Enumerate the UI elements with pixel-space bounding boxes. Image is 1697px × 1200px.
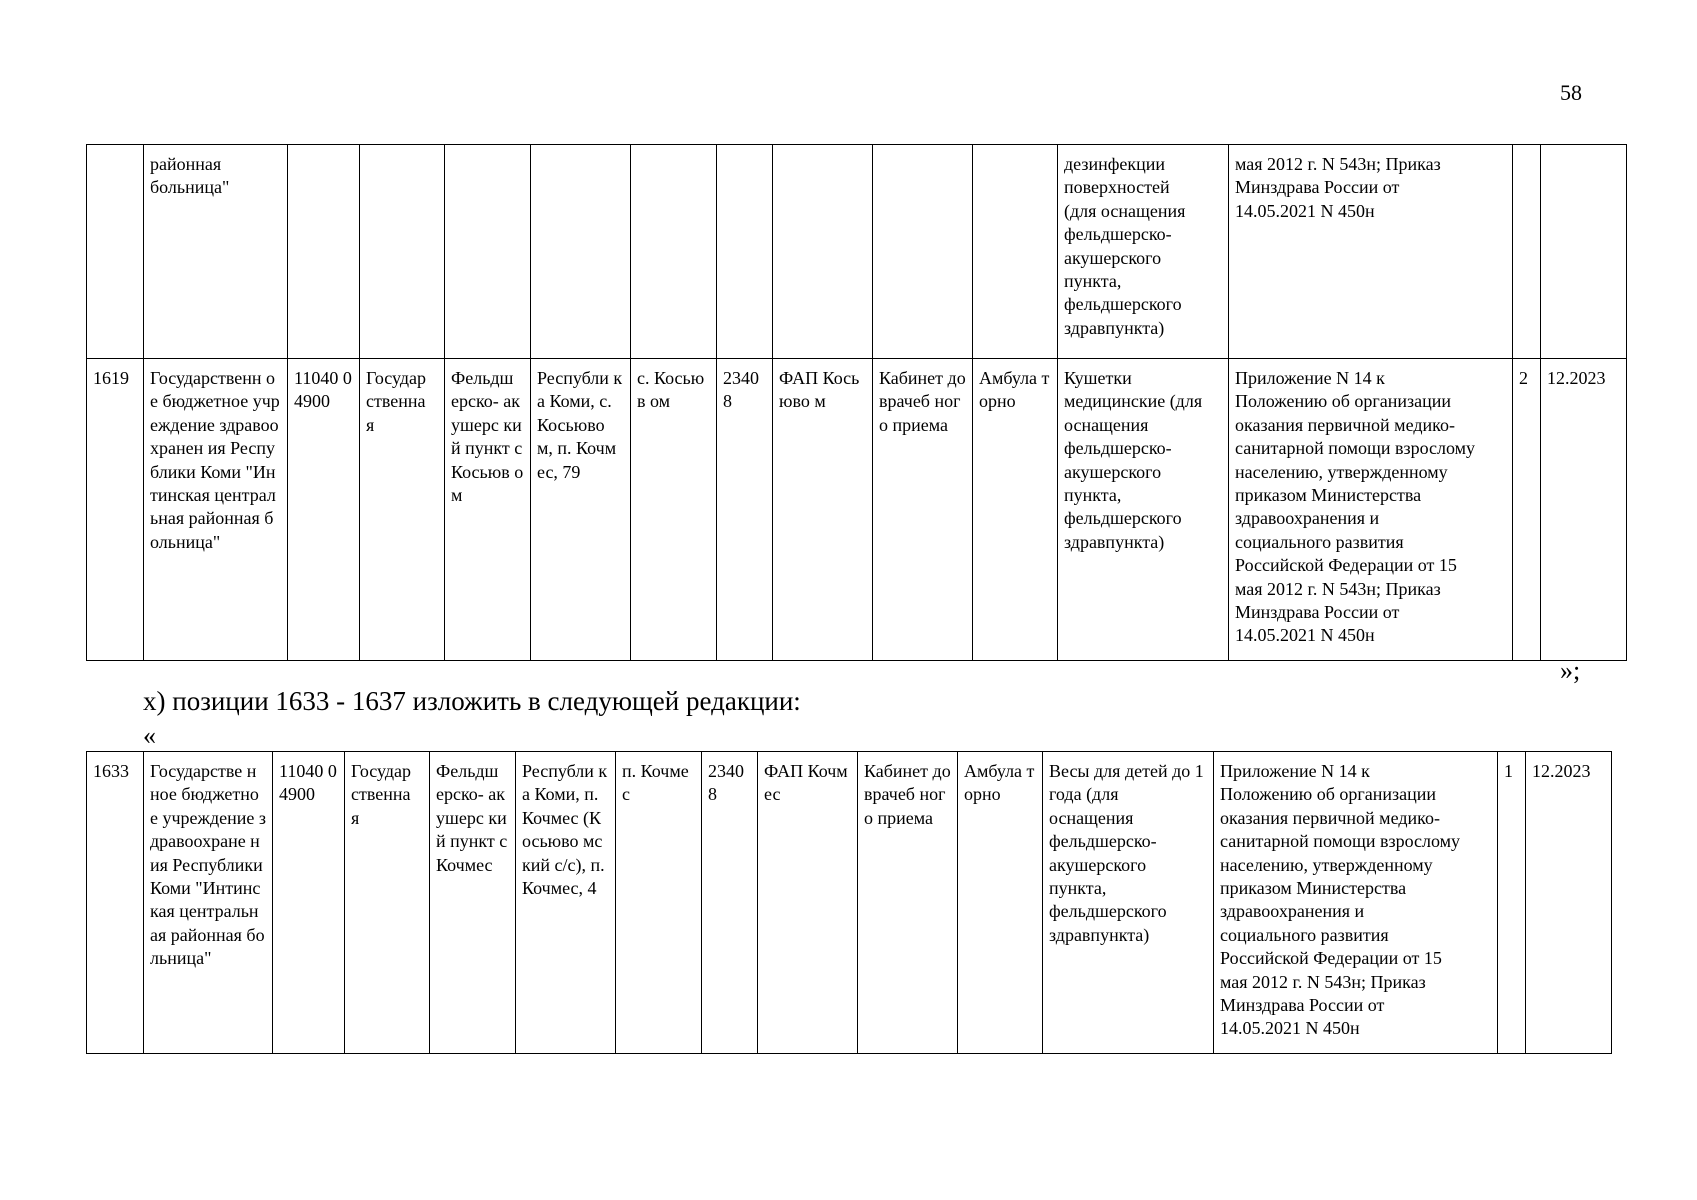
positions-table-continued: [86, 144, 1627, 661]
cell-oktmo: 2340 8: [702, 752, 758, 1054]
cell-ownership: [360, 145, 445, 359]
cell-settlement: п. Кочмес: [616, 752, 702, 1054]
page-number: 58: [1560, 80, 1582, 105]
cell-ownership: Государ ственна я: [345, 752, 430, 1054]
cell-equipment: Кушетки медицинские (для оснащения фельдшерско- акушерского пункта, фельдшерского здравпункта): [1058, 359, 1229, 661]
cell-unit: Фельдш ерско- акушерс кий пункт с Косьюв ом: [445, 359, 531, 661]
cell-fap: ФАП Косьюво м: [773, 359, 873, 661]
cell-date: [1541, 145, 1627, 359]
cell-date: 12.2023: [1526, 752, 1612, 1054]
cell-organization: Государственн ое бюджетное учреждение здравоохранен ия Республики Коми "Интинская центральная районная больница": [144, 359, 288, 661]
table-row: [87, 359, 1627, 661]
cell-basis: Приложение N 14 к Положению об организации оказания первичной медико- санитарной помощи взрослому населению, утвержденному приказом Министерства здравоохранения и социального развития Российской Федерации от 15 мая 2012 г. N 543н; Приказ Минздрава России от 14.05.2021 N 450н: [1229, 359, 1513, 661]
cell-fap: [773, 145, 873, 359]
cell-code: 11040 04900: [273, 752, 345, 1054]
closing-quote: »;: [1560, 656, 1581, 685]
cell-basis: мая 2012 г. N 543н; Приказ Минздрава России от 14.05.2021 N 450н: [1229, 145, 1513, 359]
cell-quantity: [1513, 145, 1541, 359]
cell-settlement: [631, 145, 717, 359]
cell-room: [873, 145, 973, 359]
cell-unit: [445, 145, 531, 359]
cell-organization: Государстве нное бюджетное учреждение здравоохране ния Республики Коми "Интинская центральная районная больница": [144, 752, 273, 1054]
cell-code: [288, 145, 360, 359]
cell-quantity: 2: [1513, 359, 1541, 661]
cell-care-type: Амбула торно: [958, 752, 1043, 1054]
cell-code: 11040 04900: [288, 359, 360, 661]
cell-equipment: дезинфекции поверхностей (для оснащения фельдшерско- акушерского пункта, фельдшерского здравпункта): [1058, 145, 1229, 359]
cell-address: Республи ка Коми, с. Косьюво м, п. Кочмес, 79: [531, 359, 631, 661]
cell-room: Кабинет доврачеб ного приема: [873, 359, 973, 661]
positions-table-new: [86, 751, 1612, 1054]
cell-quantity: 1: [1498, 752, 1526, 1054]
cell-address: [531, 145, 631, 359]
table-row: [87, 145, 1627, 359]
amendment-instruction: х) позиции 1633 - 1637 изложить в следующей редакции:: [143, 686, 801, 716]
cell-care-type: Амбула торно: [973, 359, 1058, 661]
table-row: [87, 752, 1612, 1054]
cell-ownership: Государ ственна я: [360, 359, 445, 661]
cell-number: 1633: [87, 752, 144, 1054]
cell-organization: районная больница": [144, 145, 288, 359]
cell-oktmo: [717, 145, 773, 359]
cell-oktmo: 2340 8: [717, 359, 773, 661]
cell-settlement: с. Косьюв ом: [631, 359, 717, 661]
cell-equipment: Весы для детей до 1 года (для оснащения фельдшерско- акушерского пункта, фельдшерского здравпункта): [1043, 752, 1214, 1054]
cell-basis: Приложение N 14 к Положению об организации оказания первичной медико- санитарной помощи взрослому населению, утвержденному приказом Министерства здравоохранения и социального развития Российской Федерации от 15 мая 2012 г. N 543н; Приказ Минздрава России от 14.05.2021 N 450н: [1214, 752, 1498, 1054]
cell-address: Республи ка Коми, п. Кочмес (Косьюво мский с/с), п. Кочмес, 4: [516, 752, 616, 1054]
cell-fap: ФАП Кочмес: [758, 752, 858, 1054]
cell-date: 12.2023: [1541, 359, 1627, 661]
cell-unit: Фельдш ерско- акушерс кий пункт с Кочмес: [430, 752, 516, 1054]
cell-number: [87, 145, 144, 359]
cell-number: 1619: [87, 359, 144, 661]
cell-room: Кабинет доврачеб ного приема: [858, 752, 958, 1054]
opening-quote: «: [143, 721, 156, 750]
cell-care-type: [973, 145, 1058, 359]
